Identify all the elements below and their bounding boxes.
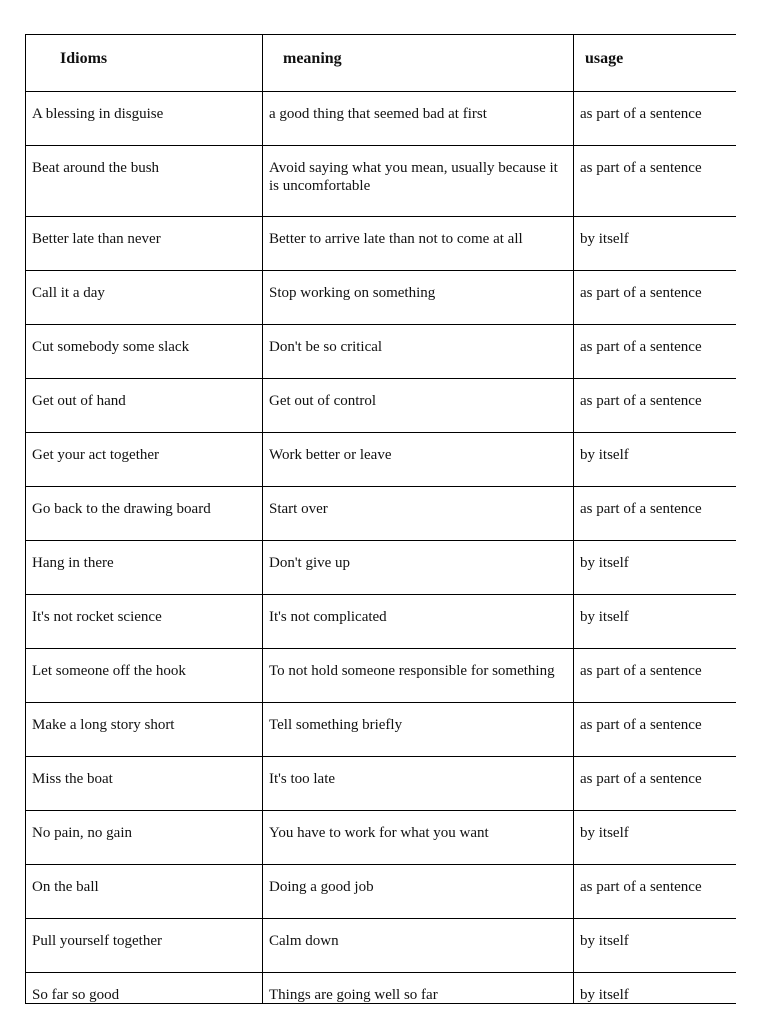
usage-cell: by itself (574, 541, 737, 595)
usage-cell: as part of a sentence (574, 92, 737, 146)
meaning-cell: Calm down (263, 919, 574, 973)
meaning-cell: Things are going well so far (263, 973, 574, 1005)
usage-cell: as part of a sentence (574, 325, 737, 379)
meaning-cell: Get out of control (263, 379, 574, 433)
idiom-cell: Better late than never (26, 217, 263, 271)
table-row (26, 811, 737, 865)
table-row (26, 271, 737, 325)
usage-cell: as part of a sentence (574, 865, 737, 919)
usage-cell: by itself (574, 811, 737, 865)
table-row (26, 649, 737, 703)
table-row (26, 973, 737, 1005)
meaning-cell: Tell something briefly (263, 703, 574, 757)
usage-cell: by itself (574, 973, 737, 1005)
idiom-cell: Call it a day (26, 271, 263, 325)
idiom-cell: So far so good (26, 973, 263, 1005)
usage-cell: as part of a sentence (574, 379, 737, 433)
idiom-cell: Make a long story short (26, 703, 263, 757)
meaning-cell: Stop working on something (263, 271, 574, 325)
table-row (26, 487, 737, 541)
idiom-cell: Let someone off the hook (26, 649, 263, 703)
idiom-cell: A blessing in disguise (26, 92, 263, 146)
meaning-cell: Work better or leave (263, 433, 574, 487)
usage-cell: by itself (574, 595, 737, 649)
usage-cell: as part of a sentence (574, 703, 737, 757)
table-row (26, 919, 737, 973)
table-row (26, 433, 737, 487)
meaning-cell: It's not complicated (263, 595, 574, 649)
table-row (26, 703, 737, 757)
meaning-cell: It's too late (263, 757, 574, 811)
idiom-cell: Get your act together (26, 433, 263, 487)
usage-cell: as part of a sentence (574, 757, 737, 811)
idioms-table-frame (25, 34, 736, 1004)
idiom-cell: Pull yourself together (26, 919, 263, 973)
column-header-idioms: Idioms (26, 35, 263, 92)
usage-cell: by itself (574, 433, 737, 487)
table-row (26, 146, 737, 217)
meaning-cell: To not hold someone responsible for something (263, 649, 574, 703)
table-row (26, 541, 737, 595)
idiom-cell: Miss the boat (26, 757, 263, 811)
idiom-cell: No pain, no gain (26, 811, 263, 865)
meaning-cell: Doing a good job (263, 865, 574, 919)
idiom-cell: On the ball (26, 865, 263, 919)
meaning-cell: Don't give up (263, 541, 574, 595)
idiom-cell: Get out of hand (26, 379, 263, 433)
meaning-cell: You have to work for what you want (263, 811, 574, 865)
usage-cell: as part of a sentence (574, 649, 737, 703)
table-header-row (26, 35, 737, 92)
table-row (26, 865, 737, 919)
table-row (26, 757, 737, 811)
meaning-cell: Better to arrive late than not to come at all (263, 217, 574, 271)
table-row (26, 325, 737, 379)
column-header-meaning: meaning (263, 35, 574, 92)
idioms-table (25, 34, 736, 1004)
idiom-cell: It's not rocket science (26, 595, 263, 649)
idiom-cell: Cut somebody some slack (26, 325, 263, 379)
idiom-cell: Hang in there (26, 541, 263, 595)
idiom-cell: Beat around the bush (26, 146, 263, 217)
usage-cell: as part of a sentence (574, 146, 737, 217)
table-row (26, 379, 737, 433)
meaning-cell: Don't be so critical (263, 325, 574, 379)
usage-cell: as part of a sentence (574, 487, 737, 541)
meaning-cell: Avoid saying what you mean, usually because it is uncomfortable (263, 146, 574, 217)
table-row (26, 92, 737, 146)
table-row (26, 217, 737, 271)
usage-cell: by itself (574, 217, 737, 271)
meaning-cell: a good thing that seemed bad at first (263, 92, 574, 146)
column-header-usage: usage (574, 35, 737, 92)
idiom-cell: Go back to the drawing board (26, 487, 263, 541)
usage-cell: as part of a sentence (574, 271, 737, 325)
table-row (26, 595, 737, 649)
meaning-cell: Start over (263, 487, 574, 541)
usage-cell: by itself (574, 919, 737, 973)
